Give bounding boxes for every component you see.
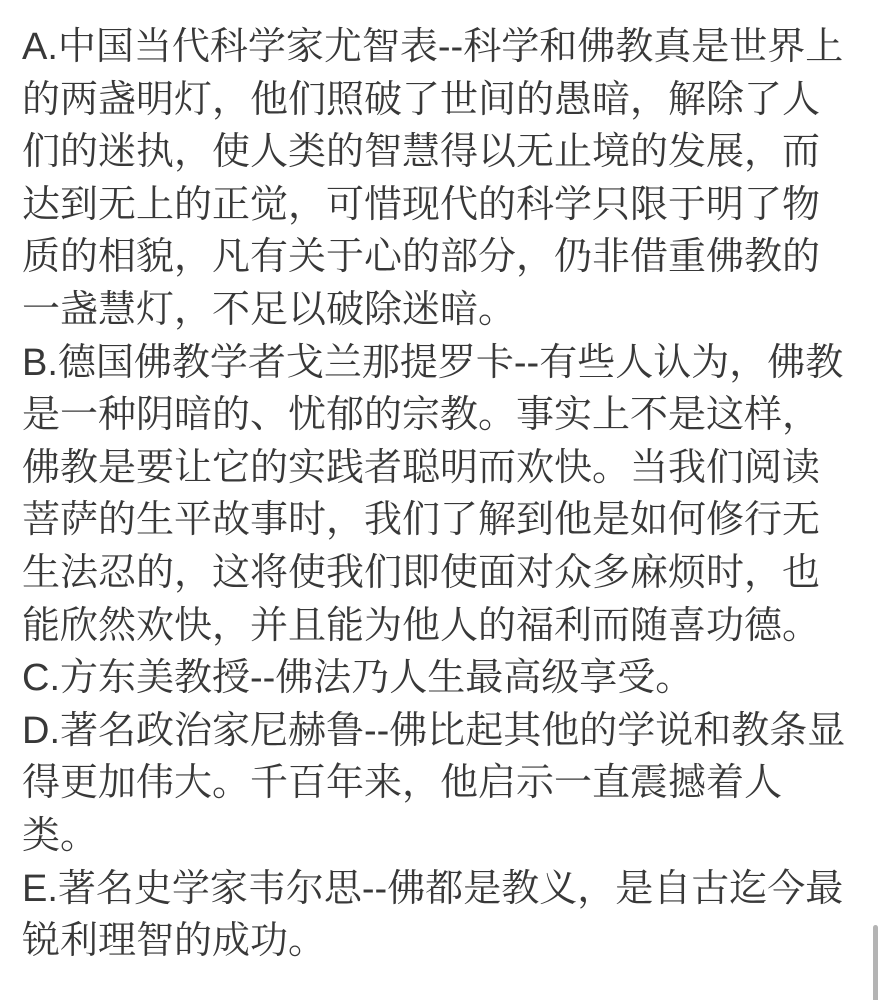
text-line: 质的相貌，凡有关于心的部分，仍非借重佛教的 (22, 236, 821, 279)
text-line: 们的迷执，使人类的智慧得以无止境的发展，而 (22, 131, 821, 174)
option-a (22, 21, 864, 337)
option-d (22, 705, 864, 863)
text-line: 能欣然欢快，并且能为他人的福利而随喜功德。 (22, 604, 821, 647)
text-line: 类。 (22, 814, 99, 857)
text-line: 生法忍的，这将使我们即使面对众多麻烦时，也 (22, 551, 821, 594)
text-line: 佛教是要让它的实践者聪明而欢快。当我们阅读 (22, 446, 821, 489)
options-list (22, 21, 864, 968)
scrollbar-thumb[interactable] (873, 925, 878, 1000)
text-line: 一盏慧灯，不足以破除迷暗。 (22, 288, 517, 331)
option-b (22, 337, 864, 653)
option-e (22, 863, 864, 968)
text-line: E.著名史学家韦尔思--佛都是教义，是自古迄今最 (22, 867, 844, 910)
text-line: 锐利理智的成功。 (22, 920, 327, 963)
text-line: D.著名政治家尼赫鲁--佛比起其他的学说和教条显 (22, 709, 846, 752)
scrollbar[interactable] (872, 0, 882, 1000)
text-line: 的两盏明灯，他们照破了世间的愚暗，解除了人 (22, 78, 821, 121)
text-line: C.方东美教授--佛法乃人生最高级享受。 (22, 657, 694, 700)
text-line: 得更加伟大。千百年来，他启示一直震撼着人 (22, 762, 783, 805)
text-line: B.德国佛教学者戈兰那提罗卡--有些人认为，佛教 (22, 341, 844, 384)
text-line: 是一种阴暗的、忧郁的宗教。事实上不是这样， (22, 394, 821, 437)
option-c (22, 652, 864, 705)
text-line: A.中国当代科学家尤智表--科学和佛教真是世界上 (22, 26, 844, 68)
text-line: 达到无上的正觉，可惜现代的科学只限于明了物 (22, 183, 821, 226)
text-line: 菩萨的生平故事时，我们了解到他是如何修行无 (22, 499, 821, 542)
